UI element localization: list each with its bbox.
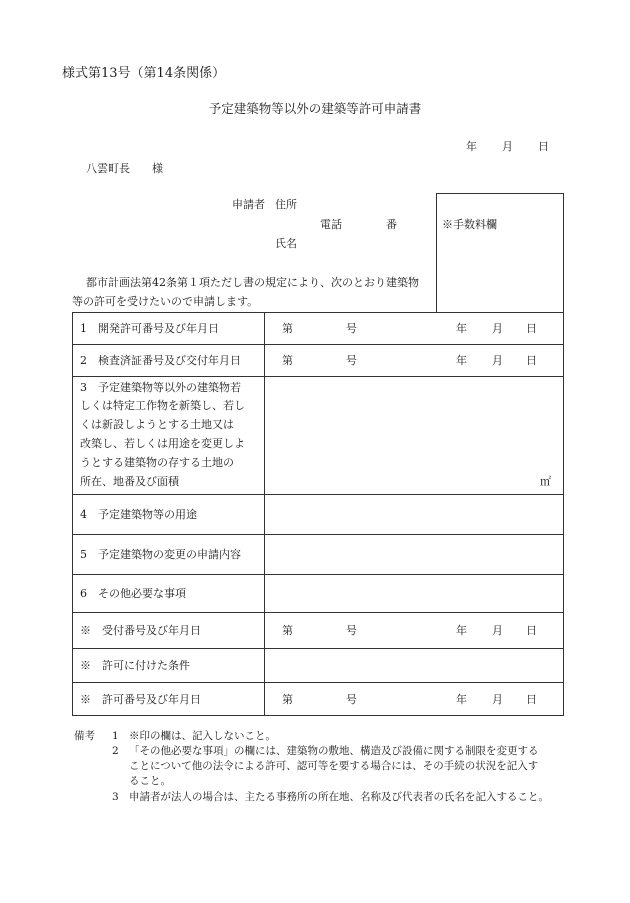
addressee: [86, 163, 163, 174]
day-label: 日: [526, 693, 537, 706]
statement-line-1: 都市計画法第42条第１項ただし書の規定により、次のとおり建築物: [86, 276, 419, 289]
row-label-land-location-line: くは新設しようとする土地又は: [80, 418, 234, 431]
number-prefix: 第: [282, 354, 293, 367]
year-label: 年: [456, 354, 467, 367]
row-label-development-permit: 1 開発許可番号及び年月日: [80, 322, 219, 335]
row-label-change-details: 5 予定建築物の変更の申請内容: [80, 548, 241, 561]
table-row-divider: [72, 612, 564, 613]
day-label: 日: [526, 624, 537, 637]
address-label: 住所: [275, 198, 297, 211]
name-label: 氏名: [275, 237, 297, 250]
table-row-divider: [72, 648, 564, 649]
table-row-divider: [72, 344, 564, 345]
note-text: 申請者が法人の場合は、主たる事務所の所在地、名称及び代表者の氏名を記入すること。: [129, 791, 549, 803]
form-number: 様式第13号（第14条関係）: [62, 66, 226, 81]
note-number: 2: [112, 745, 119, 757]
number-prefix: 第: [282, 322, 293, 335]
note-text: ※印の欄は、記入しないこと。: [129, 730, 276, 742]
applicant-label: 申請者: [232, 198, 265, 211]
row-label-permit-number: ※ 許可番号及び年月日: [80, 693, 201, 706]
number-suffix: 号: [346, 693, 357, 706]
fee-label: ※手数料欄: [442, 218, 497, 231]
date-year: 年: [466, 140, 477, 153]
table-row-divider: [72, 574, 564, 575]
row-label-planned-use: 4 予定建築物等の用途: [80, 508, 197, 521]
table-row-divider: [72, 534, 564, 535]
day-label: 日: [526, 354, 537, 367]
month-label: 月: [492, 354, 503, 367]
honorific: 様: [152, 162, 163, 175]
note-number: 1: [112, 730, 119, 742]
row-label-land-location-line: うとする建築物の存する土地の: [80, 456, 234, 469]
row-label-land-location-line: しくは特定工作物を新築し、若し: [80, 399, 245, 412]
row-label-permit-conditions: ※ 許可に付けた条件: [80, 659, 190, 672]
month-label: 月: [492, 693, 503, 706]
number-suffix: 号: [346, 354, 357, 367]
note-number: 3: [112, 791, 119, 803]
row-label-land-location-line: 改築し、若しくは用途を変更しよ: [80, 437, 245, 450]
number-suffix: 号: [346, 322, 357, 335]
document-title: 予定建築物等以外の建築等許可申請書: [208, 101, 422, 116]
statement-line-2: 等の許可を受けたいので申請します。: [72, 295, 259, 308]
phone-label: 電話: [320, 218, 342, 231]
table-row-divider: [72, 376, 564, 377]
number-suffix: 号: [346, 624, 357, 637]
year-label: 年: [456, 624, 467, 637]
number-prefix: 第: [282, 693, 293, 706]
month-label: 月: [492, 322, 503, 335]
fee-box: [436, 193, 564, 313]
year-label: 年: [456, 322, 467, 335]
area-unit: ㎡: [540, 475, 551, 488]
note-text: 「その他必要な事項」の欄には、建築物の敷地、構造及び設備に関する制限を変更する: [129, 745, 539, 757]
note-text: ること。: [129, 775, 171, 787]
year-label: 年: [456, 693, 467, 706]
addressee-name: 八雲町長: [86, 162, 130, 175]
table-row-divider: [72, 682, 564, 683]
day-label: 日: [526, 322, 537, 335]
number-prefix: 第: [282, 624, 293, 637]
table-column-divider: [264, 312, 265, 716]
month-label: 月: [492, 624, 503, 637]
row-label-other-matters: 6 その他必要な事項: [80, 587, 186, 600]
row-label-land-location-line: 3 予定建築物等以外の建築物若: [80, 381, 241, 394]
date-day: 日: [538, 140, 549, 153]
row-label-land-location-line: 所在、地番及び面積: [80, 475, 179, 488]
row-label-receipt-number: ※ 受付番号及び年月日: [80, 624, 201, 637]
phone-suffix: 番: [386, 218, 397, 231]
table-row-divider: [72, 494, 564, 495]
date-month: 月: [502, 140, 513, 153]
notes-heading: 備考: [74, 730, 95, 742]
note-text: ことについて他の法令による許可、認可等を要する場合には、その手続の状況を記入す: [129, 760, 539, 772]
row-label-inspection-certificate: 2 検査済証番号及び交付年月日: [80, 354, 241, 367]
